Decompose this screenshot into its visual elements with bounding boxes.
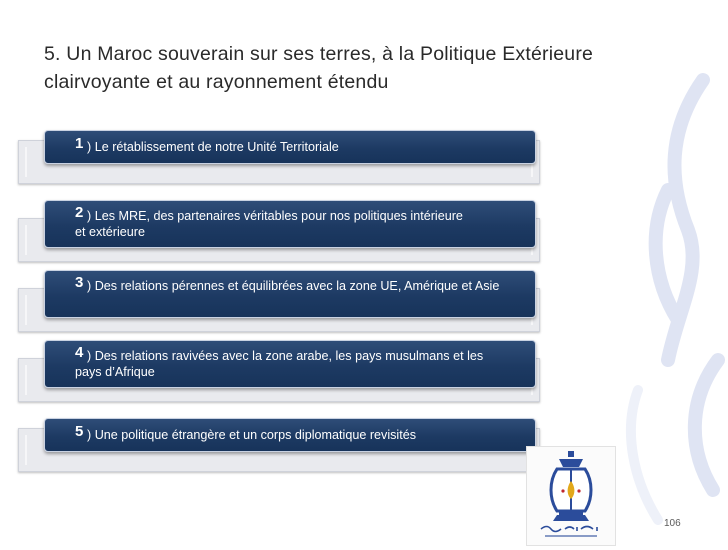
item-text: ) Des relations pérennes et équilibrées avec la zone UE, Amérique et Asie bbox=[87, 279, 500, 293]
lantern-icon bbox=[527, 447, 615, 545]
item-number: 2 bbox=[75, 204, 84, 221]
item-text: ) Une politique étrangère et un corps diplomatique revisités bbox=[87, 428, 417, 442]
item-text: ) Des relations ravivées avec la zone arabe, les pays musulmans et les pays d’Afrique bbox=[75, 349, 484, 379]
item-number: 3 bbox=[75, 274, 84, 291]
page-number: 106 bbox=[664, 518, 681, 529]
party-logo bbox=[526, 446, 616, 546]
item-text: ) Les MRE, des partenaires véritables pour nos politiques intérieure et extérieure bbox=[75, 209, 463, 239]
item-number: 1 bbox=[75, 135, 84, 152]
slide-title: 5. Un Maroc souverain sur ses terres, à la Politique Extérieure clairvoyante et au rayonnement étendu bbox=[44, 43, 594, 93]
list-item bbox=[18, 424, 540, 476]
item-card bbox=[44, 418, 536, 452]
list-item bbox=[18, 276, 540, 328]
list-item bbox=[18, 346, 540, 398]
list-item bbox=[18, 136, 540, 188]
item-card bbox=[44, 130, 536, 164]
list-item bbox=[18, 206, 540, 258]
item-number: 4 bbox=[75, 344, 84, 361]
item-number: 5 bbox=[75, 423, 84, 440]
item-card bbox=[44, 200, 536, 248]
item-text: ) Le rétablissement de notre Unité Territoriale bbox=[87, 140, 339, 154]
item-card bbox=[44, 340, 536, 388]
item-card bbox=[44, 270, 536, 318]
